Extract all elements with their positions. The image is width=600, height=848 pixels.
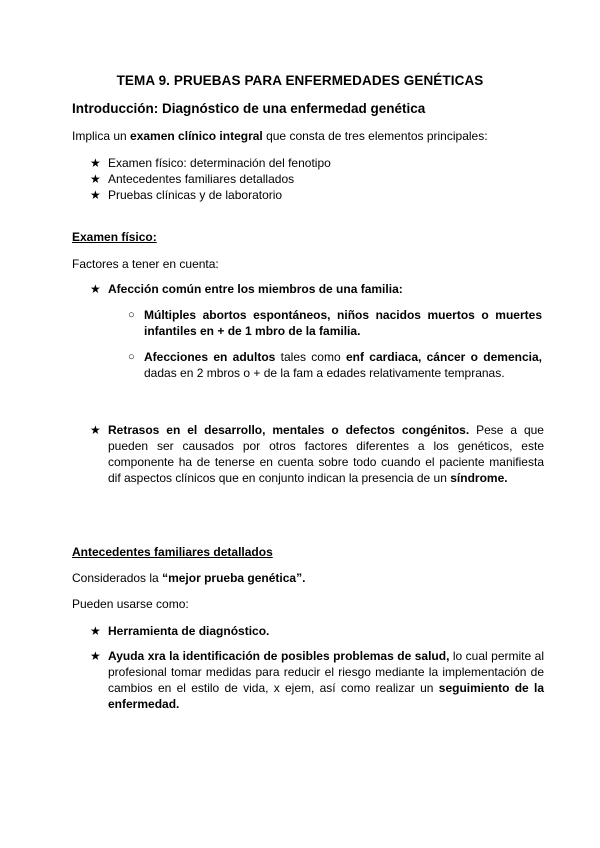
- considerados-pre: Considerados la: [72, 571, 163, 585]
- star-icon: ★: [90, 156, 101, 170]
- star-icon: ★: [90, 624, 101, 638]
- sub-item-adultos: [128, 349, 542, 381]
- intro-paragraph: [72, 129, 488, 143]
- intro-heading: Introducción: Diagnóstico de una enfermedad genética: [72, 101, 426, 116]
- ayuda-text: lo cual permite al profesional tomar medidas para reducir el riesgo mediante la implementación de cambios en el estilo de vida, x ejem, así como realizar un: [108, 649, 544, 695]
- circle-icon: ○: [128, 309, 135, 321]
- antecedentes-heading: Antecedentes familiares detallados: [72, 545, 273, 559]
- list-item: [90, 155, 530, 171]
- intro-text-pre: Implica un: [72, 129, 131, 143]
- retrasos-bold: Retrasos en el desarrollo, mentales o defectos congénitos.: [108, 423, 470, 437]
- sub-item-abortos: [128, 307, 542, 339]
- document-title: TEMA 9. PRUEBAS PARA ENFERMEDADES GENÉTICAS: [116, 73, 484, 88]
- usarse-text: Pueden usarse como:: [72, 597, 189, 611]
- ayuda-bold: Ayuda xra la identificación de posibles problemas de salud,: [108, 649, 450, 663]
- star-icon: ★: [90, 188, 101, 202]
- list-item-text: Pruebas clínicas y de laboratorio: [108, 188, 283, 202]
- sub2-bold1: Afecciones en adultos: [144, 350, 276, 364]
- herramienta-item: [90, 623, 544, 639]
- ayuda-end: seguimiento de la enfermedad.: [108, 681, 545, 711]
- star-icon: ★: [90, 282, 101, 296]
- list-item-text: Examen físico: determinación del fenotipo: [108, 156, 331, 170]
- retrasos-text: Pese a que pueden ser causados por otros factores diferentes a los genéticos, este componente ha de tenerse en cuenta sobre todo cuando el paciente manifiesta dif aspectos clínicos que en conjunto indican la presencia de un: [108, 423, 544, 485]
- intro-list: [90, 155, 530, 203]
- factores-text: Factores a tener en cuenta:: [72, 257, 219, 271]
- considerados-bold: “mejor prueba genética”.: [162, 571, 306, 585]
- circle-icon: ○: [128, 351, 135, 363]
- afeccion-item: [90, 281, 544, 297]
- herramienta-text: Herramienta de diagnóstico.: [108, 624, 270, 638]
- list-item: [90, 187, 530, 203]
- sub2-mid: tales como: [275, 350, 346, 364]
- considerados-text: [72, 571, 305, 585]
- retrasos-end: síndrome.: [450, 471, 508, 485]
- examen-heading: Examen físico:: [72, 230, 157, 244]
- afeccion-text: Afección común entre los miembros de una familia:: [108, 282, 403, 296]
- star-icon: ★: [90, 423, 101, 437]
- star-icon: ★: [90, 649, 101, 663]
- intro-text-post: que consta de tres elementos principales:: [262, 129, 488, 143]
- list-item: [90, 171, 530, 187]
- sub1-text: Múltiples abortos espontáneos, niños nacidos muertos o muertes infantiles en + de 1 mbro de la familia.: [144, 308, 542, 338]
- intro-text-bold: examen clínico integral: [130, 129, 263, 143]
- sub2-rest: dadas en 2 mbros o + de la fam a edades relativamente tempranas.: [144, 366, 505, 380]
- list-item-text: Antecedentes familiares detallados: [108, 172, 295, 186]
- retrasos-item: [90, 422, 544, 486]
- ayuda-item: [90, 648, 544, 712]
- star-icon: ★: [90, 172, 101, 186]
- sub2-bold2: enf cardiaca, cáncer o demencia,: [345, 350, 542, 364]
